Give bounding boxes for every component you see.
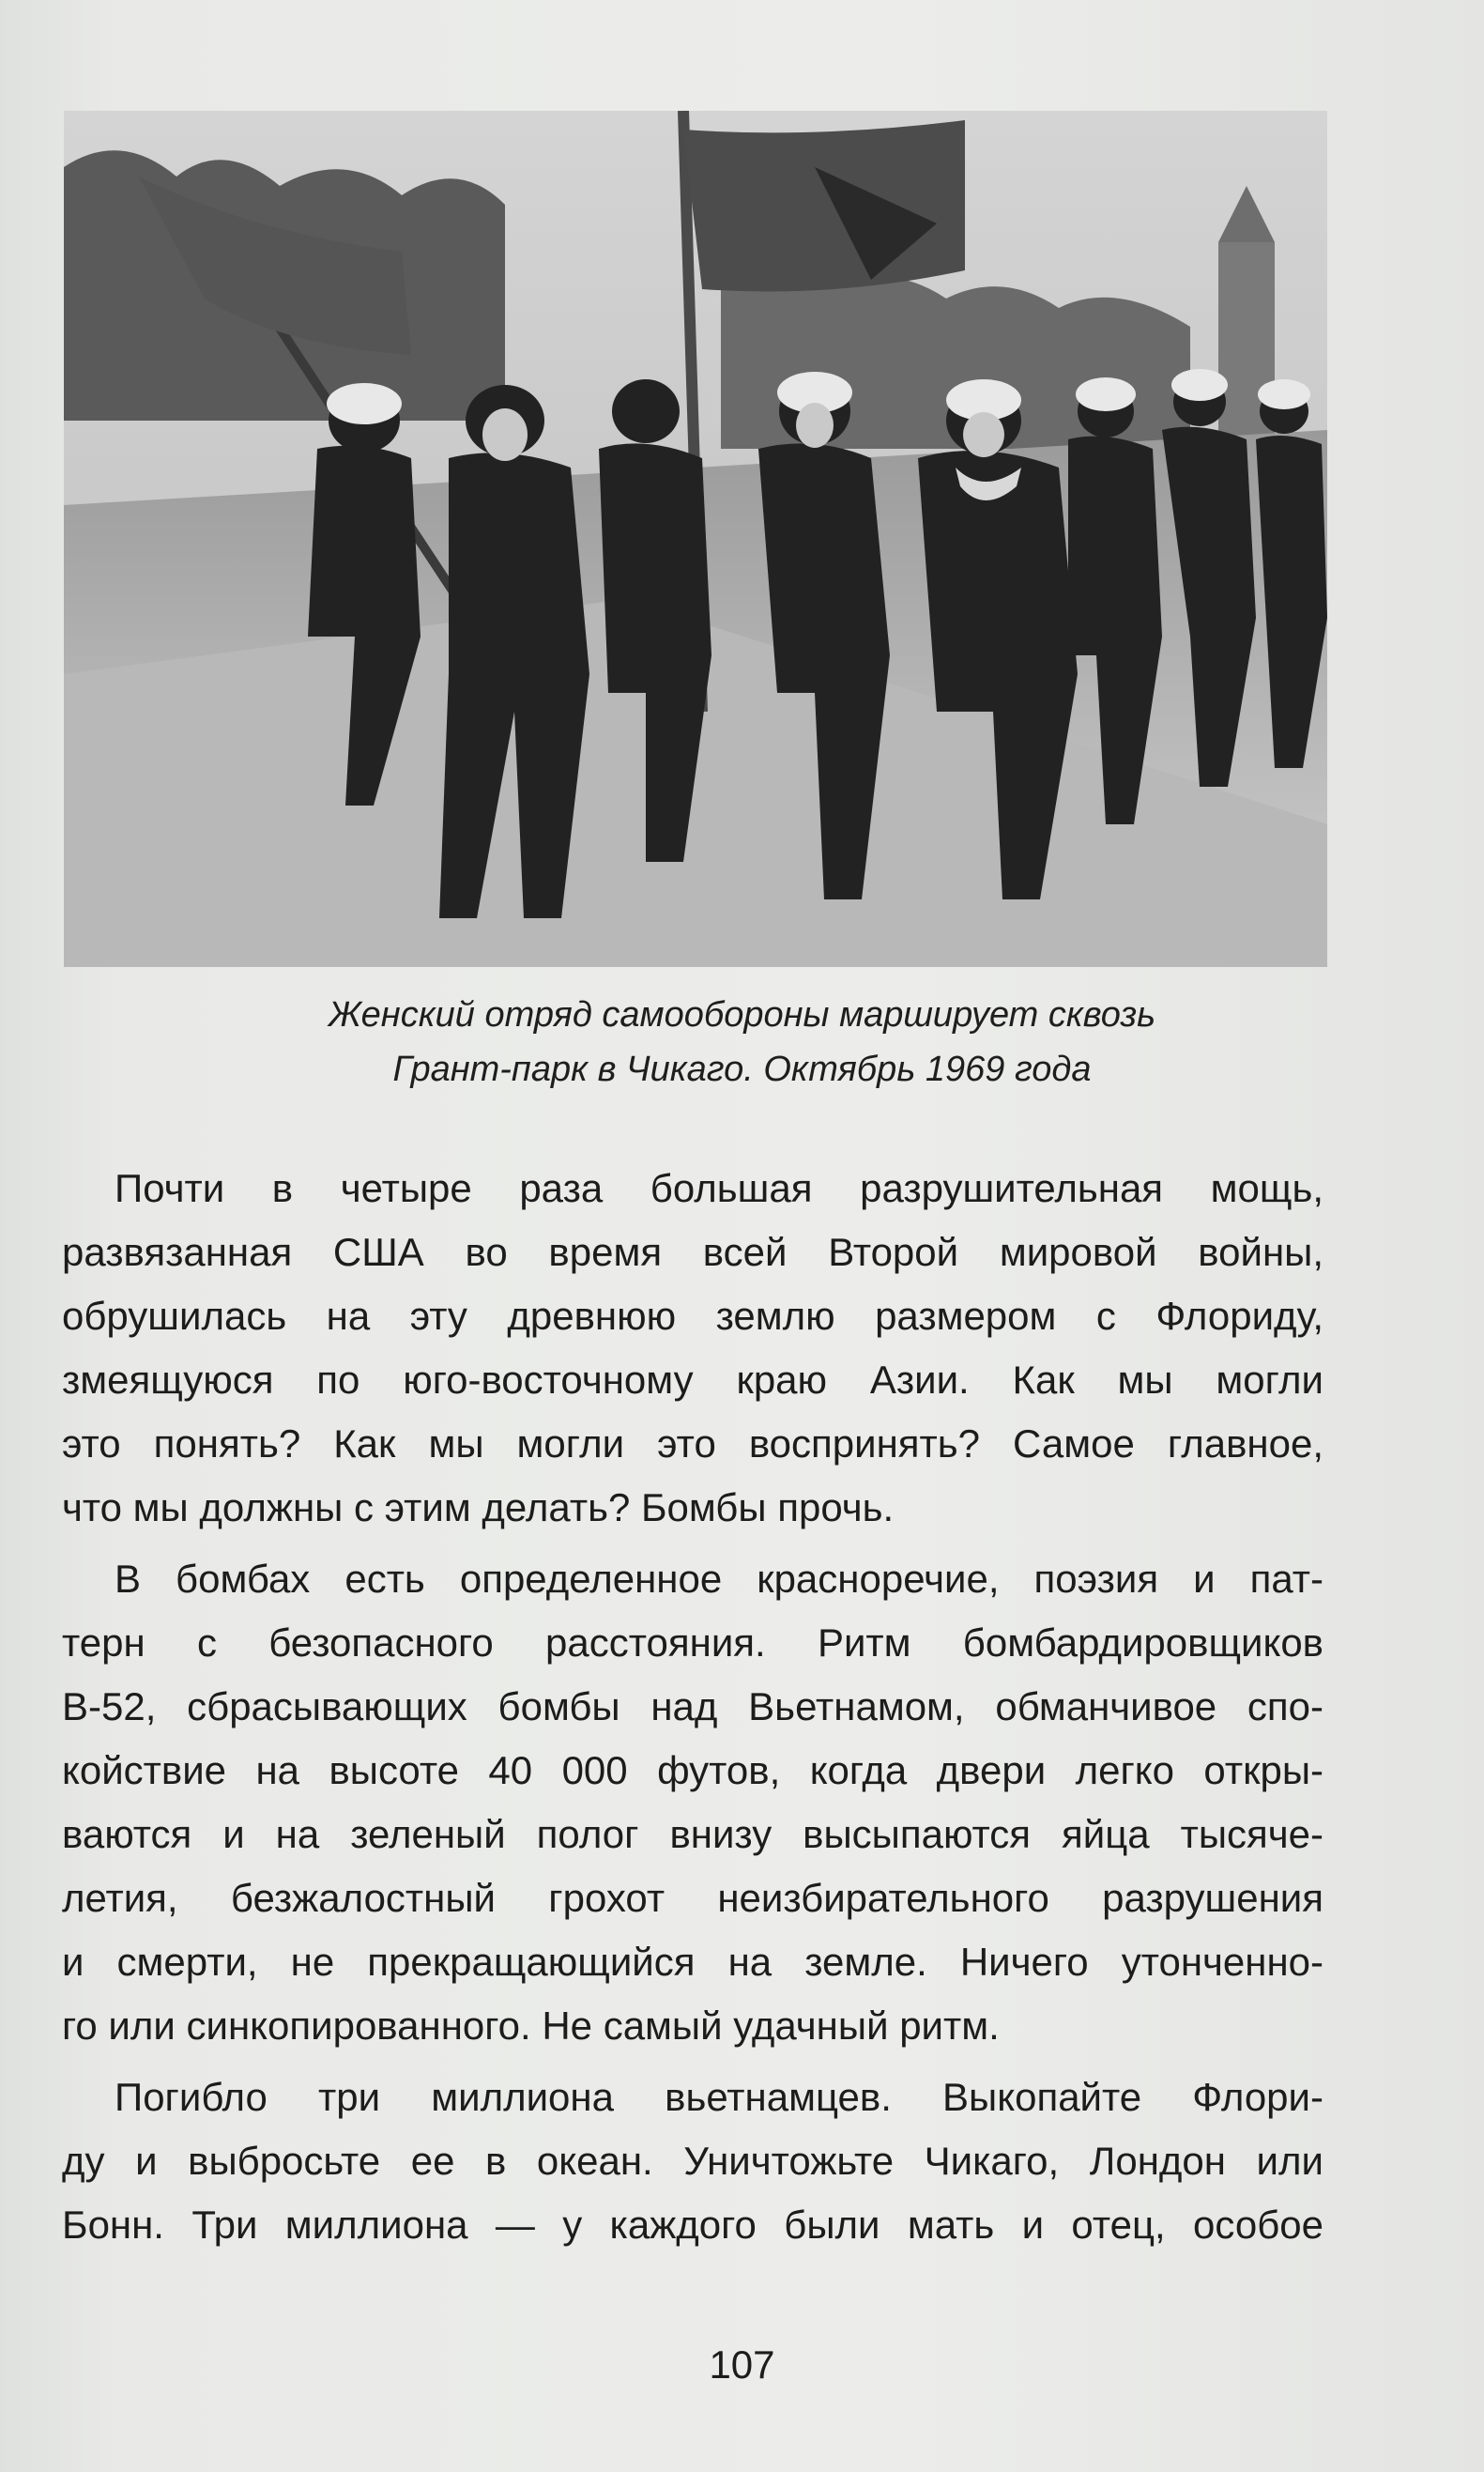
text-line: койствие на высоте 40 000 футов, когда двери легко откры- — [62, 1748, 1323, 1792]
text-line: Погибло три миллиона вьетнамцев. Выкопайте Флори- — [115, 2075, 1323, 2119]
text-line: терн с безопасного расстояния. Ритм бомбардировщиков — [62, 1620, 1323, 1665]
body-text — [62, 1157, 1323, 2265]
caption-line: Женский отряд самообороны марширует сквозь — [328, 995, 1156, 1035]
text-line: это понять? Как мы могли это воспринять? Самое главное, — [62, 1421, 1323, 1466]
text-line: ду и выбросьте ее в океан. Уничтожьте Чикаго, Лондон или — [62, 2139, 1323, 2183]
text-line: летия, безжалостный грохот неизбирательного разрушения — [62, 1876, 1323, 1920]
text-line: го или синкопированного. Не самый удачный ритм. — [62, 2004, 1000, 2048]
text-line: ваются и на зеленый полог внизу высыпаются яйца тысяче- — [62, 1812, 1323, 1856]
text-line: что мы должны с этим делать? Бомбы прочь. — [62, 1485, 895, 1529]
page-number: 107 — [709, 2342, 775, 2387]
caption-line: Грант-парк в Чикаго. Октябрь 1969 года — [392, 1050, 1092, 1089]
photograph-women-march — [64, 111, 1327, 967]
text-line: Бонн. Три миллиона — у каждого были мать и отец, особое — [62, 2203, 1323, 2247]
text-line: Почти в четыре раза большая разрушительная мощь, — [115, 1166, 1323, 1210]
paragraph — [62, 2065, 1323, 2257]
text-line: обрушилась на эту древнюю землю размером с Флориду, — [62, 1294, 1323, 1338]
text-line: змеящуюся по юго-восточному краю Азии. Как мы могли — [62, 1358, 1323, 1402]
paragraph — [62, 1157, 1323, 1540]
text-line: и смерти, не прекращающийся на земле. Ничего утонченно- — [62, 1940, 1323, 1984]
text-line: развязанная США во время всей Второй мировой войны, — [62, 1230, 1323, 1274]
photo-caption — [0, 988, 1484, 1097]
paragraph — [62, 1547, 1323, 2058]
text-line: В бомбах есть определенное красноречие, поэзия и пат- — [115, 1557, 1323, 1601]
photo-illustration — [64, 111, 1327, 967]
text-line: B-52, сбрасывающих бомбы над Вьетнамом, обманчивое спо- — [62, 1684, 1323, 1728]
